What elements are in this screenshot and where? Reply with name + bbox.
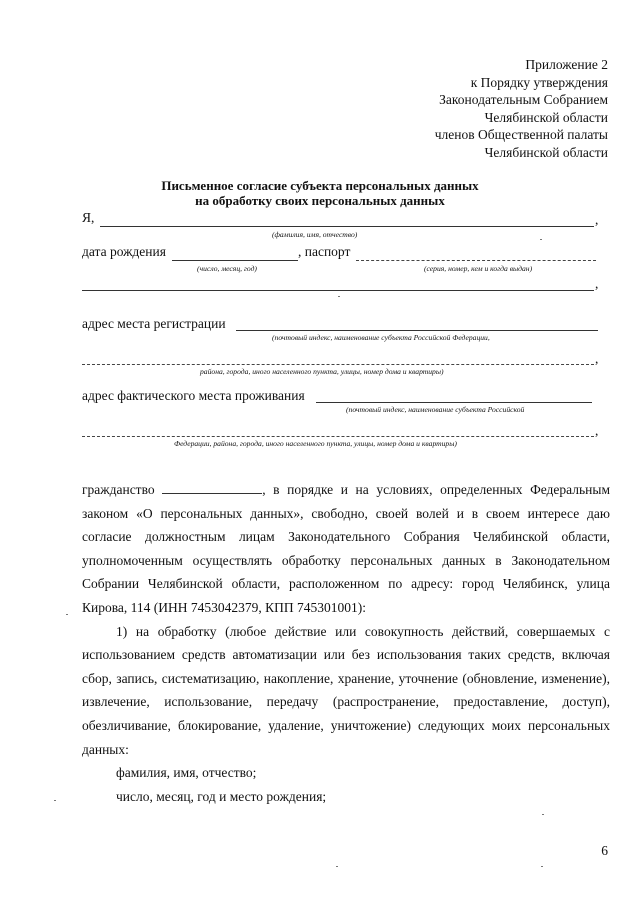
title-line-1: Письменное согласие субъекта персональных данных bbox=[161, 178, 479, 193]
data-item: число, месяц, год и место рождения; bbox=[116, 788, 327, 804]
appendix-line: Приложение 2 bbox=[525, 57, 608, 72]
appendix-line: Челябинской области bbox=[484, 144, 608, 160]
document-title bbox=[0, 178, 640, 208]
passport-field-continued[interactable] bbox=[82, 290, 594, 291]
comma: , bbox=[595, 212, 599, 227]
scan-speck bbox=[338, 296, 340, 297]
title-line-2: на обработку своих персональных данных bbox=[195, 193, 445, 208]
scan-speck bbox=[336, 866, 338, 867]
appendix-header bbox=[435, 56, 608, 162]
full-name-hint: (фамилия, имя, отчество) bbox=[272, 230, 358, 239]
actual-address-hint: (почтовый индекс, наименование субъекта Российской bbox=[346, 405, 525, 414]
birth-date-hint: (число, месяц, год) bbox=[197, 264, 257, 273]
scan-speck bbox=[540, 239, 542, 240]
scan-speck bbox=[541, 866, 543, 867]
appendix-line: к Порядку утверждения bbox=[470, 74, 608, 90]
comma: , bbox=[595, 423, 599, 438]
actual-address-label: адрес фактического места проживания bbox=[82, 388, 305, 403]
appendix-line: членов Общественной палаты bbox=[434, 127, 608, 143]
passport-field[interactable] bbox=[356, 260, 596, 261]
scan-speck bbox=[54, 800, 56, 801]
comma: , bbox=[595, 276, 599, 291]
i-label: Я, bbox=[82, 210, 95, 225]
scan-speck bbox=[542, 814, 544, 815]
passport-label: , паспорт bbox=[298, 244, 351, 259]
appendix-line: Челябинской области bbox=[484, 109, 608, 125]
registration-address-label: адрес места регистрации bbox=[82, 316, 226, 331]
scan-speck bbox=[66, 614, 68, 615]
appendix-line: Законодательным Собранием bbox=[439, 92, 608, 108]
citizenship-paragraph bbox=[82, 478, 610, 620]
page-number: 6 bbox=[601, 843, 608, 858]
passport-hint: (серия, номер, кем и когда выдан) bbox=[424, 264, 533, 273]
registration-address-hint: (почтовый индекс, наименование субъекта Российской Федерации, bbox=[272, 333, 490, 342]
full-name-field[interactable] bbox=[100, 226, 594, 227]
item-1-paragraph: 1) на обработку (любое действие или совокупность действий, совершаемых с использованием средств автоматизации или без использования таких средств, включая сбор, запись, систематизацию, накопление, хранение, уточнение (обновление, изменение), извлечение, использование, передачу (распространение, предоставление, доступ), обезличивание, блокирование, удаление, уничтожение) следующих моих персональных данных: bbox=[82, 623, 610, 757]
birth-date-field[interactable] bbox=[172, 260, 298, 261]
registration-address-field[interactable] bbox=[236, 330, 598, 331]
citizenship-field[interactable] bbox=[162, 481, 262, 494]
citizenship-rest: , в порядке и на условиях, определенных Федеральным законом «О персональных данных», свободно, своей волей и в своем интересе даю согласие должностным лицам Законодательного Собрания Челябинской области, уполномоченным осуществлять обработку персональных данных в Законодательном Собрании Челябинской области, расположенном по адресу: город Челябинск, улица Кирова, 114 (ИНН 7453042379, КПП 745301001): bbox=[82, 482, 611, 615]
birth-date-label: дата рождения bbox=[82, 244, 166, 259]
comma: , bbox=[595, 351, 599, 366]
consent-body bbox=[82, 478, 610, 808]
registration-address-hint-2: района, города, иного населенного пункта, улицы, номер дома и квартиры) bbox=[200, 367, 444, 376]
registration-address-field-continued[interactable] bbox=[82, 364, 594, 365]
actual-address-field[interactable] bbox=[316, 402, 592, 403]
citizenship-label: гражданство bbox=[82, 482, 155, 497]
data-item: фамилия, имя, отчество; bbox=[116, 765, 257, 781]
actual-address-hint-2: Федерации, района, города, иного населенного пункта, улицы, номер дома и квартиры) bbox=[174, 439, 457, 448]
actual-address-field-continued[interactable] bbox=[82, 436, 594, 437]
